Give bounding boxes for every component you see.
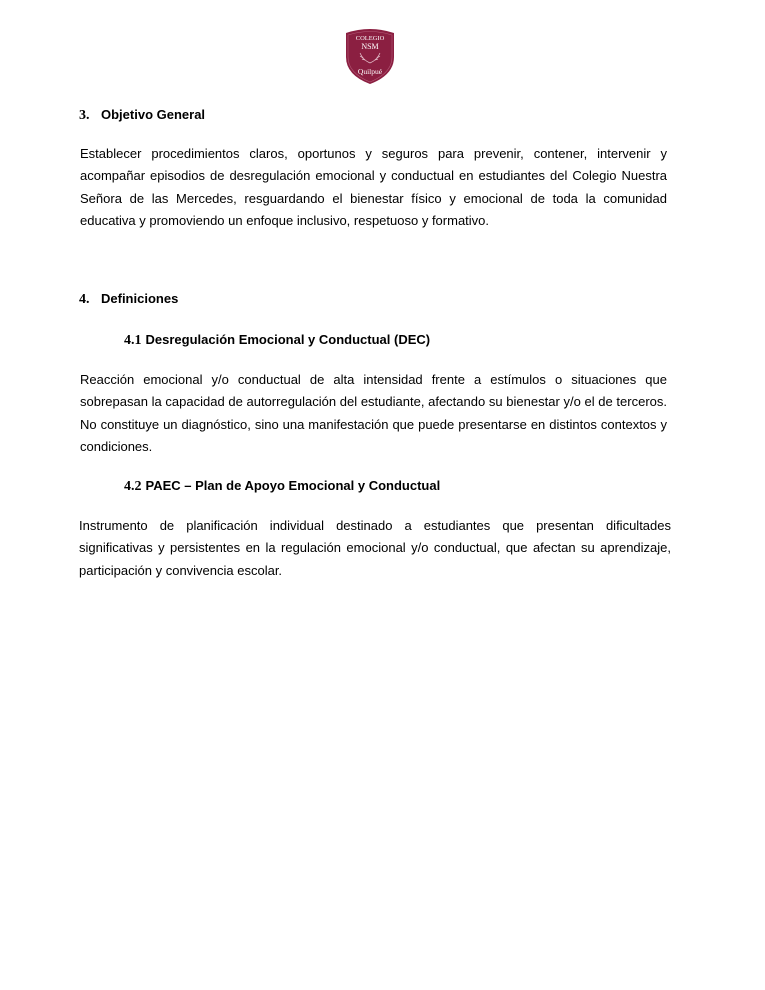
section-title: Definiciones xyxy=(101,291,179,306)
school-crest-logo xyxy=(343,27,397,85)
subsection-4-1-heading xyxy=(124,332,430,349)
section-title: Objetivo General xyxy=(101,107,206,122)
section-number: 4. xyxy=(79,292,90,307)
subsection-title: PAEC – Plan de Apoyo Emocional y Conductual xyxy=(145,478,441,493)
svg-text:NSM: NSM xyxy=(361,42,379,51)
subsection-4-1-paragraph: Reacción emocional y/o conductual de alta intensidad frente a estímulos o situaciones que sobrepasan la capacidad de autorregulación del estudiante, afectando su bienestar y/o el de terceros. No constituye un diagnóstico, sino una manifestación que puede presentarse en distintos contextos y condiciones. xyxy=(80,372,667,455)
section-3-heading xyxy=(79,107,205,124)
section-number: 3. xyxy=(79,108,90,123)
section-3-paragraph: Establecer procedimientos claros, oportunos y seguros para prevenir, contener, intervenir y acompañar episodios de desregulación emocional y conductual en estudiantes del Colegio Nuestra Señora de las Mercedes, resguardando el bienestar físico y emocional de toda la comunidad educativa y promoviendo un enfoque inclusivo, respetuoso y formativo. xyxy=(80,146,667,229)
svg-text:COLEGIO: COLEGIO xyxy=(355,35,385,42)
svg-text:Quilpué: Quilpué xyxy=(357,67,383,76)
subsection-number: 4.1 xyxy=(124,333,142,348)
subsection-title: Desregulación Emocional y Conductual (DEC) xyxy=(145,332,431,347)
section-4-heading xyxy=(79,291,178,308)
subsection-number: 4.2 xyxy=(124,479,142,494)
subsection-4-2-paragraph: Instrumento de planificación individual destinado a estudiantes que presentan dificultades significativas y persistentes en la regulación emocional y/o conductual, que afectan su aprendizaje, participación y convivencia escolar. xyxy=(79,518,671,578)
subsection-4-2-heading xyxy=(124,478,440,495)
